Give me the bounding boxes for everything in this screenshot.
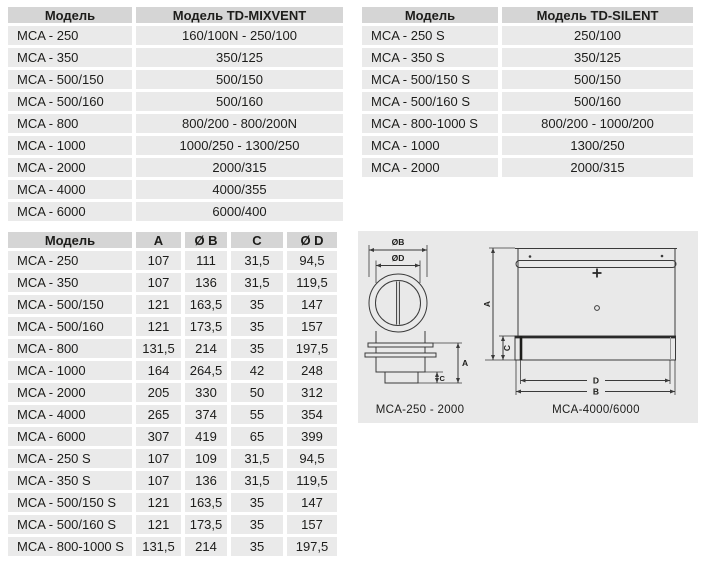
dim-label-flange-height: C xyxy=(502,344,512,352)
value-cell: 500/150 xyxy=(502,70,693,89)
column-header: Модель TD-SILENT xyxy=(502,7,693,23)
ridge-band xyxy=(516,261,676,268)
dim-label-height-right: A xyxy=(482,300,492,308)
value-cell: 107 xyxy=(136,449,181,468)
model-cell: MCA - 6000 xyxy=(8,202,132,221)
model-cell: MCA - 350 S xyxy=(8,471,132,490)
table-row xyxy=(362,70,693,89)
table-row xyxy=(362,114,693,133)
table-row xyxy=(8,114,343,133)
table-row xyxy=(8,136,343,155)
value-cell: 31,5 xyxy=(231,449,283,468)
value-cell: 800/200 - 1000/200 xyxy=(502,114,693,133)
model-cell: MCA - 350 xyxy=(8,273,132,292)
value-cell: 35 xyxy=(231,339,283,358)
model-cell: MCA - 800 xyxy=(8,339,132,358)
model-cell: MCA - 500/150 xyxy=(8,295,132,314)
value-cell: 157 xyxy=(287,317,337,336)
screw-mark xyxy=(593,269,602,278)
column-header: Модель xyxy=(8,232,132,248)
value-cell: 6000/400 xyxy=(136,202,343,221)
model-cell: MCA - 1000 xyxy=(8,136,132,155)
value-cell: 121 xyxy=(136,515,181,534)
column-header: Модель TD-MIXVENT xyxy=(136,7,343,23)
value-cell: 94,5 xyxy=(287,449,337,468)
value-cell: 131,5 xyxy=(136,339,181,358)
value-cell: 312 xyxy=(287,383,337,402)
table-row xyxy=(8,158,343,177)
value-cell: 121 xyxy=(136,493,181,512)
value-cell: 399 xyxy=(287,427,337,446)
model-cell: MCA - 1000 xyxy=(362,136,498,155)
value-cell: 248 xyxy=(287,361,337,380)
table-row xyxy=(8,515,337,534)
silent-table xyxy=(358,4,697,180)
model-cell: MCA - 500/160 xyxy=(8,92,132,111)
dimensions-diagram xyxy=(358,231,698,423)
value-cell: 42 xyxy=(231,361,283,380)
value-cell: 173,5 xyxy=(185,317,227,336)
dim-label-inner-diameter: ØD xyxy=(391,253,405,263)
value-cell: 264,5 xyxy=(185,361,227,380)
column-header: Ø B xyxy=(185,232,227,248)
value-cell: 35 xyxy=(231,317,283,336)
table-row xyxy=(362,26,693,45)
value-cell: 1000/250 - 1300/250 xyxy=(136,136,343,155)
value-cell: 131,5 xyxy=(136,537,181,556)
model-cell: MCA - 250 xyxy=(8,26,132,45)
table-row xyxy=(8,537,337,556)
value-cell: 1300/250 xyxy=(502,136,693,155)
value-cell: 500/150 xyxy=(136,70,343,89)
value-cell: 31,5 xyxy=(231,251,283,270)
model-cell: MCA - 350 xyxy=(8,48,132,67)
model-cell: MCA - 2000 xyxy=(8,158,132,177)
right-drawing-label: MCA-4000/6000 xyxy=(552,404,640,416)
value-cell: 35 xyxy=(231,537,283,556)
value-cell: 374 xyxy=(185,405,227,424)
value-cell: 214 xyxy=(185,339,227,358)
value-cell: 147 xyxy=(287,493,337,512)
table-row xyxy=(362,158,693,177)
model-cell: MCA - 500/150 S xyxy=(362,70,498,89)
model-cell: MCA - 250 S xyxy=(8,449,132,468)
column-header: Модель xyxy=(362,7,498,23)
value-cell: 119,5 xyxy=(287,273,337,292)
outer-circle xyxy=(369,274,427,332)
column-header: Модель xyxy=(8,7,132,23)
value-cell: 350/125 xyxy=(136,48,343,67)
model-cell: MCA - 4000 xyxy=(8,405,132,424)
value-cell: 419 xyxy=(185,427,227,446)
value-cell: 354 xyxy=(287,405,337,424)
left-drawing-label: MCA-250 - 2000 xyxy=(375,404,465,416)
value-cell: 265 xyxy=(136,405,181,424)
model-cell: MCA - 6000 xyxy=(8,427,132,446)
value-cell: 250/100 xyxy=(502,26,693,45)
model-cell: MCA - 500/160 xyxy=(8,317,132,336)
value-cell: 111 xyxy=(185,251,227,270)
value-cell: 109 xyxy=(185,449,227,468)
value-cell: 94,5 xyxy=(287,251,337,270)
dim-label-outer-diameter: ØB xyxy=(391,237,405,247)
value-cell: 205 xyxy=(136,383,181,402)
side-view-mca-4000-6000 xyxy=(482,248,677,416)
dimensions-table xyxy=(4,229,341,559)
column-header: A xyxy=(136,232,181,248)
value-cell: 107 xyxy=(136,273,181,292)
technical-drawing xyxy=(358,231,698,423)
value-cell: 136 xyxy=(185,273,227,292)
value-cell: 55 xyxy=(231,405,283,424)
table-row xyxy=(8,383,337,402)
value-cell: 35 xyxy=(231,515,283,534)
value-cell: 197,5 xyxy=(287,537,337,556)
table-row xyxy=(8,70,343,89)
table-row xyxy=(8,449,337,468)
table-row xyxy=(8,427,337,446)
value-cell: 121 xyxy=(136,295,181,314)
model-cell: MCA - 4000 xyxy=(8,180,132,199)
value-cell: 2000/315 xyxy=(136,158,343,177)
table-row xyxy=(8,180,343,199)
model-cell: MCA - 500/160 S xyxy=(8,515,132,534)
table-row xyxy=(8,317,337,336)
header-row xyxy=(8,232,337,248)
model-cell: MCA - 800 xyxy=(8,114,132,133)
rivet-dot xyxy=(661,255,664,258)
value-cell: 4000/355 xyxy=(136,180,343,199)
value-cell: 119,5 xyxy=(287,471,337,490)
model-cell: MCA - 500/150 S xyxy=(8,493,132,512)
table-row xyxy=(8,26,343,45)
model-cell: MCA - 250 xyxy=(8,251,132,270)
mixvent-table xyxy=(4,4,347,224)
value-cell: 173,5 xyxy=(185,515,227,534)
value-cell: 214 xyxy=(185,537,227,556)
table-row xyxy=(8,471,337,490)
value-cell: 163,5 xyxy=(185,493,227,512)
value-cell: 197,5 xyxy=(287,339,337,358)
value-cell: 163,5 xyxy=(185,295,227,314)
column-header: C xyxy=(231,232,283,248)
table-row xyxy=(8,493,337,512)
model-cell: MCA - 350 S xyxy=(362,48,498,67)
table-row xyxy=(8,251,337,270)
value-cell: 35 xyxy=(231,493,283,512)
model-cell: MCA - 800-1000 S xyxy=(8,537,132,556)
value-cell: 800/200 - 800/200N xyxy=(136,114,343,133)
value-cell: 107 xyxy=(136,251,181,270)
value-cell: 35 xyxy=(231,295,283,314)
rivet-dot xyxy=(529,255,532,258)
header-row xyxy=(362,7,693,23)
value-cell: 164 xyxy=(136,361,181,380)
column-header: Ø D xyxy=(287,232,337,248)
model-cell: MCA - 2000 xyxy=(8,383,132,402)
table-row xyxy=(362,136,693,155)
value-cell: 147 xyxy=(287,295,337,314)
dim-label-height-left: A xyxy=(462,358,469,368)
model-cell: MCA - 500/160 S xyxy=(362,92,498,111)
model-cell: MCA - 250 S xyxy=(362,26,498,45)
table-row xyxy=(8,361,337,380)
value-cell: 31,5 xyxy=(231,273,283,292)
side-view-mca-250-2000 xyxy=(365,331,468,416)
value-cell: 31,5 xyxy=(231,471,283,490)
table-row xyxy=(8,92,343,111)
model-cell: MCA - 2000 xyxy=(362,158,498,177)
value-cell: 136 xyxy=(185,471,227,490)
value-cell: 350/125 xyxy=(502,48,693,67)
value-cell: 107 xyxy=(136,471,181,490)
value-cell: 121 xyxy=(136,317,181,336)
table-row xyxy=(362,92,693,111)
value-cell: 160/100N - 250/100 xyxy=(136,26,343,45)
center-hole xyxy=(595,306,600,311)
model-cell: MCA - 1000 xyxy=(8,361,132,380)
table-row xyxy=(8,405,337,424)
value-cell: 2000/315 xyxy=(502,158,693,177)
value-cell: 500/160 xyxy=(136,92,343,111)
value-cell: 50 xyxy=(231,383,283,402)
inner-circle xyxy=(376,281,421,326)
model-cell: MCA - 500/150 xyxy=(8,70,132,89)
header-row xyxy=(8,7,343,23)
dim-label-spigot-height: C xyxy=(439,374,445,383)
value-cell: 157 xyxy=(287,515,337,534)
dim-label-inner-width: D xyxy=(592,375,600,386)
front-view-mca-250-2000 xyxy=(369,237,427,332)
table-row xyxy=(8,339,337,358)
table-row xyxy=(8,48,343,67)
table-row xyxy=(8,273,337,292)
dim-label-outer-width: B xyxy=(592,386,600,397)
value-cell: 500/160 xyxy=(502,92,693,111)
table-row xyxy=(362,48,693,67)
table-row xyxy=(8,202,343,221)
table-row xyxy=(8,295,337,314)
value-cell: 307 xyxy=(136,427,181,446)
value-cell: 65 xyxy=(231,427,283,446)
value-cell: 330 xyxy=(185,383,227,402)
model-cell: MCA - 800-1000 S xyxy=(362,114,498,133)
